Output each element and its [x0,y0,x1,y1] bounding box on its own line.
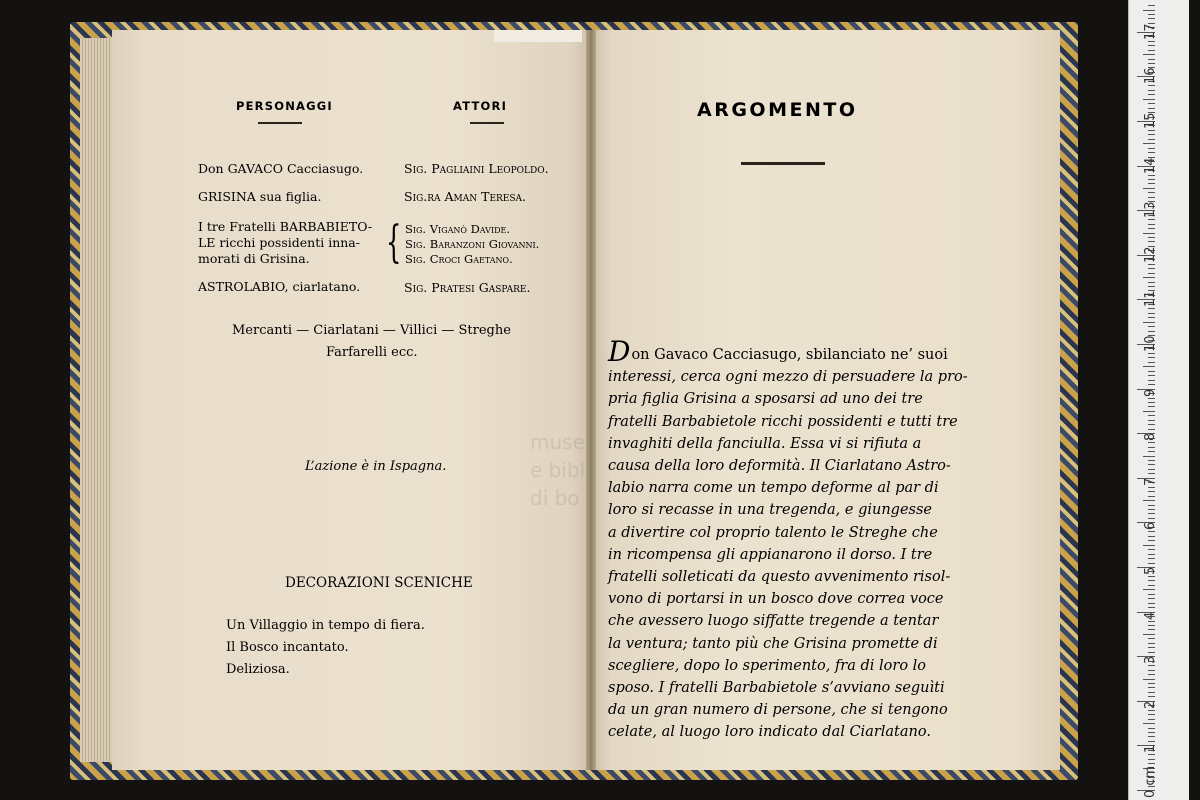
scenery-item: Il Bosco incantato. [226,640,349,655]
ruler-tick [1148,638,1155,639]
ruler-number: 0 cm [1143,765,1158,798]
ruler-tick [1148,108,1155,109]
cast-role: GRISINA sua figlia. [198,189,322,204]
ruler-tick [1148,415,1155,416]
ruler-tick [1148,687,1155,688]
ruler-tick [1148,224,1155,225]
ruler-tick [1148,451,1155,452]
ruler-tick [1148,464,1155,465]
ruler-tick [1148,192,1155,193]
cast-role-line: LE ricchi possidenti inna- [198,235,360,250]
ruler-tick [1148,18,1155,19]
ruler-tick [1143,589,1155,590]
ruler-tick [1148,563,1155,564]
ruler-tick [1148,554,1155,555]
cast-actor: Sig.ra Aman Teresa. [404,189,527,204]
text-line: scegliere, dopo lo sperimento, fra di loro lo [608,657,927,674]
extras-line: Farfarelli ecc. [326,345,418,360]
ruler-tick [1148,460,1155,461]
ruler-tick [1148,90,1155,91]
ruler-number: 7 [1143,477,1158,486]
ruler-tick [1143,456,1155,457]
text-line: invaghiti della fanciulla. Essa vi si rifiuta a [608,435,922,452]
ruler-tick [1148,317,1155,318]
ruler-tick [1148,371,1155,372]
ruler-tick [1148,241,1155,242]
ruler-number: 17 [1143,23,1158,40]
argument-text [608,335,968,744]
scenery-item: Deliziosa. [226,662,290,677]
ruler-tick [1148,714,1155,715]
ruler-tick [1148,594,1155,595]
ruler-tick [1148,424,1155,425]
ruler-number: 4 [1143,611,1158,620]
ruler-tick [1148,273,1155,274]
ruler-tick [1148,536,1155,537]
watermark-line: e bibl [530,458,586,482]
text-line: fratelli Barbabietole ricchi possidenti e tutti tre [608,413,958,430]
ruler-tick [1148,491,1155,492]
ruler-tick [1148,719,1155,720]
ruler-tick [1143,99,1155,100]
ruler-tick [1148,152,1155,153]
ruler-tick [1148,732,1155,733]
ruler-tick [1148,710,1155,711]
ruler-tick [1148,558,1155,559]
scenery-item: Un Villaggio in tempo di fiera. [226,618,425,633]
ruler-tick [1143,723,1155,724]
ruler-number: 3 [1143,655,1158,665]
drop-cap: D [608,335,631,368]
ruler-tick [1148,447,1155,448]
text-line: la ventura; tanto più che Grisina promette di [608,635,938,652]
ruler-tick [1148,375,1155,376]
text-line: celate, al luogo loro indicato dal Ciarlatano. [608,724,931,741]
ruler-tick [1148,237,1155,238]
ruler-tick [1148,665,1155,666]
ruler-tick [1148,130,1155,131]
ruler-tick [1148,576,1155,577]
ruler-tick [1148,518,1155,519]
ruler-tick [1148,357,1155,358]
ruler-tick [1148,45,1155,46]
watermark-line: muse [530,430,585,454]
text-line: interessi, cerca ogni mezzo di persuadere la pro- [608,369,968,386]
ruler-tick [1143,322,1155,323]
title-rule [741,162,825,165]
ruler-tick [1148,603,1155,604]
setting-line: L’azione è in Ispagna. [305,459,447,474]
ruler-tick [1148,380,1155,381]
ruler-tick [1148,353,1155,354]
ruler-number: 5 [1143,566,1158,575]
ruler-tick [1148,282,1155,283]
ruler-tick [1148,175,1155,176]
ruler-tick [1148,496,1155,497]
ruler-number: 1 [1143,745,1158,754]
ruler-tick [1148,629,1155,630]
text-line: a divertire col proprio talento le Streghe che [608,524,938,541]
ruler-tick [1148,219,1155,220]
text-line: da un gran numero di persone, che si tengono [608,702,948,719]
ruler-tick [1148,585,1155,586]
ruler-tick [1148,313,1155,314]
ruler-tick [1148,326,1155,327]
ruler-tick [1148,94,1155,95]
ruler-tick [1148,647,1155,648]
text-line: pria figlia Grisina a sposarsi ad uno dei tre [608,391,923,408]
ruler-tick [1148,683,1155,684]
ruler-tick [1148,728,1155,729]
ruler-tick [1148,286,1155,287]
ruler-tick [1148,509,1155,510]
ruler-tick [1148,398,1155,399]
ruler-tick [1148,652,1155,653]
text-line: in ricompensa gli appianarono il dorso. I tre [608,546,933,563]
text-line: loro si recasse in una tregenda, e giungesse [608,502,932,519]
ruler-tick [1148,41,1155,42]
cast-role-line: morati di Grisina. [198,251,310,266]
ruler-tick [1143,545,1155,546]
ruler-tick [1148,469,1155,470]
ruler-tick [1148,531,1155,532]
ruler-tick [1143,500,1155,501]
cast-actor: Sig. Viganò Davide. [405,222,511,236]
cast-role: ASTROLABIO, ciarlatano. [198,279,361,294]
ruler-tick [1148,268,1155,269]
ruler-tick [1143,10,1155,11]
ruler-tick [1148,63,1155,64]
extras-line: Mercanti — Ciarlatani — Villici — Streghe [232,323,511,338]
ruler-tick [1148,139,1155,140]
ruler-tick [1143,233,1155,234]
ruler-number: 10 [1143,335,1158,352]
ruler-tick [1148,134,1155,135]
cast-actor: Sig. Pagliaini Leopoldo. [404,161,549,176]
ruler-tick [1148,442,1155,443]
ruler-tick [1143,54,1155,55]
ruler-number: 9 [1143,388,1158,397]
ruler-tick [1148,607,1155,608]
cast-actor: Sig. Croci Gaetano. [405,252,513,266]
ruler-tick [1148,473,1155,474]
header-rule [258,122,302,124]
ruler-tick [1148,59,1155,60]
ruler-tick [1148,308,1155,309]
ruler-tick [1148,85,1155,86]
page-edges [80,38,114,762]
ruler-number: 16 [1143,67,1158,85]
ruler-tick [1143,188,1155,189]
header-rule [470,122,504,124]
ruler-tick [1148,540,1155,541]
ruler-tick [1148,754,1155,755]
ruler-tick [1143,143,1155,144]
ruler-number: 12 [1143,246,1158,263]
ruler-tick [1148,420,1155,421]
ruler-number: 8 [1143,432,1158,442]
ruler-tick [1148,621,1155,622]
ruler-tick [1148,384,1155,385]
text-line: vono di portarsi in un bosco dove correa voce [608,591,944,608]
cast-actor: Sig. Baranzoni Giovanni. [405,237,540,251]
ruler-tick [1148,643,1155,644]
ruler-tick [1148,549,1155,550]
ruler-tick [1143,634,1155,635]
ruler-tick [1148,736,1155,737]
ruler-number: 15 [1143,112,1158,129]
ruler-number: 2 [1143,700,1158,709]
page-title: ARGOMENTO [697,99,858,121]
book-gutter [586,30,596,770]
ruler-tick [1148,402,1155,403]
ruler-tick [1148,50,1155,51]
ruler-tick [1148,179,1155,180]
ruler-tick [1148,429,1155,430]
text-line: Don Gavaco Cacciasugo, sbilanciato ne’ suoi [608,335,948,368]
ruler-tick [1143,679,1155,680]
ruler-tick [1148,5,1155,6]
ruler-number: 14 [1143,157,1158,174]
ruler-tick [1148,505,1155,506]
measurement-ruler [1128,0,1189,800]
ruler-tick [1148,741,1155,742]
ruler-tick [1148,598,1155,599]
ruler-tick [1148,331,1155,332]
ruler-tick [1148,362,1155,363]
ruler-tick [1148,148,1155,149]
ruler-tick [1148,513,1155,514]
ruler-tick [1148,103,1155,104]
spine-tape [494,30,582,42]
cast-role-line: I tre Fratelli BARBABIETO- [198,219,373,234]
ruler-tick [1148,692,1155,693]
ruler-tick [1148,763,1155,764]
curly-brace-icon: { [386,217,402,268]
ruler-tick [1143,277,1155,278]
left-page [112,30,590,770]
text-line: causa della loro deformità. Il Ciarlatano Astro- [608,458,951,475]
text-line: fratelli solleticati da questo avvenimento risol- [608,569,951,586]
ruler-tick [1148,580,1155,581]
watermark-line: di bo [530,486,580,510]
header-characters: PERSONAGGI [236,99,333,113]
ruler-tick [1148,406,1155,407]
ruler-tick [1148,197,1155,198]
cast-actor: Sig. Pratesi Gaspare. [404,280,531,295]
text-line: sposo. I fratelli Barbabietole s’avviano seguìti [608,680,945,697]
ruler-tick [1148,670,1155,671]
ruler-tick [1143,366,1155,367]
header-actors: ATTORI [453,99,508,113]
ruler-tick [1148,264,1155,265]
ruler-tick [1148,674,1155,675]
ruler-tick [1148,14,1155,15]
ruler-number: 13 [1143,201,1158,219]
ruler-tick [1143,411,1155,412]
ruler-number: 11 [1143,290,1158,308]
text-line: labio narra come un tempo deforme al par di [608,480,939,497]
ruler-tick [1148,759,1155,760]
scenery-title: DECORAZIONI SCENICHE [285,575,473,591]
ruler-tick [1148,228,1155,229]
ruler-tick [1148,625,1155,626]
ruler-tick [1148,487,1155,488]
text-line: che avessero luogo siffatte tregende a tentar [608,613,939,630]
ruler-number: 6 [1143,522,1158,531]
cast-role: Don GAVACO Cacciasugo. [198,161,364,176]
ruler-tick [1148,183,1155,184]
ruler-tick [1148,696,1155,697]
